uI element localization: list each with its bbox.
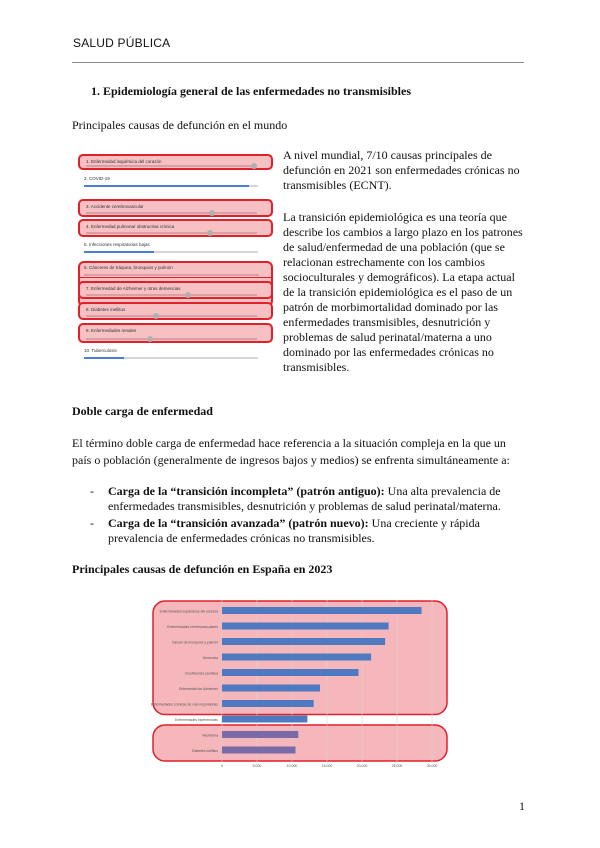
figure-item-1: 1. Enfermedad isquémica del corazón xyxy=(78,154,273,170)
x-tick-label: 25.000 xyxy=(391,764,403,768)
bar xyxy=(222,685,320,692)
category-label: Enfermedades cerebrovasculares xyxy=(167,625,218,629)
category-label: Demencia xyxy=(202,656,218,660)
figure-item-5: 5. Infecciones respiratorias bajas xyxy=(82,241,262,255)
header-title: SALUD PÚBLICA xyxy=(73,36,171,50)
category-label: Insuficiencia cardíaca xyxy=(185,671,218,676)
category-label: Diabetes mellitus xyxy=(192,749,218,753)
figure-item-9: 9. Enfermedades renales xyxy=(78,323,273,343)
figure-item-8: 8. Diabetes mellitus xyxy=(78,302,273,320)
x-tick-label: 0 xyxy=(221,764,223,768)
figure-item-10: 10. Tuberculosis xyxy=(82,347,262,361)
bar xyxy=(222,747,296,754)
bullet-1-bold: Carga de la “transición incompleta” (patrón antiguo): xyxy=(108,484,385,498)
section2-intro: El término doble carga de enfermedad hace referencia a la situación compleja en la que un país o población (generalmente de ingresos bajos y medios) se enfrenta simultáneamente a: xyxy=(72,436,510,467)
x-tick-label: 30.000 xyxy=(426,764,438,768)
bar xyxy=(222,700,314,707)
figure-item-3: 3. Accidente cerebrovascular xyxy=(78,199,273,217)
section1-subtitle: Principales causas de defunción en el mundo xyxy=(72,118,288,132)
x-tick-label: 20.000 xyxy=(356,764,368,768)
bar xyxy=(222,607,422,614)
x-tick-label: 10.000 xyxy=(286,764,298,768)
bar xyxy=(222,716,307,723)
bullet-2-text: Una creciente y rápida prevalencia de enfermedades crónicas no transmisibles. xyxy=(108,516,480,545)
bullet-1-text: Una alta prevalencia de enfermedades transmisibles, desnutrición y problemas de salud perinatal/materna. xyxy=(108,484,501,513)
section1-heading: 1. Epidemiología general de las enfermedades no transmisibles xyxy=(91,84,411,98)
bullet-2-dash: - xyxy=(90,516,94,530)
category-label: Neumonía xyxy=(202,733,218,738)
category-label: Enfermedades isquémicas del corazón xyxy=(159,609,218,614)
figure-item-6: 6. Cánceres de tráquea, bronquios y pulmón xyxy=(78,262,273,278)
chart-svg xyxy=(152,592,448,770)
category-label: Enfermedades crónicas de vías respiratorias xyxy=(150,702,218,707)
highlight-group-2 xyxy=(153,725,447,761)
bullet-1-dash: - xyxy=(90,484,94,498)
bar xyxy=(222,654,371,661)
section3-heading: Principales causas de defunción en España en 2023 xyxy=(72,562,333,576)
x-tick-label: 15.000 xyxy=(321,764,333,768)
bar xyxy=(222,731,298,738)
figure-item-7: 7. Enfermedad de Alzheimer y otras demencias xyxy=(78,281,273,299)
category-label: Enfermedad de Alzheimer xyxy=(178,687,218,691)
spain-causes-chart xyxy=(152,592,448,770)
page-number: 1 xyxy=(519,799,525,813)
world-causes-figure xyxy=(78,151,273,366)
section2-heading: Doble carga de enfermedad xyxy=(72,404,213,418)
right-paragraph-2: La transición epidemiológica es una teoría que describe los cambios a largo plazo en los patrones de salud/enfermedad de una población (que se relacionan estrechamente con los cambios socioculturales y demográficos). La etapa actual de la transición epidemiológica es el paso de un patrón de morbimortalidad dominado por las enfermedades transmisibles, desnutrición y problemas de salud perinatal/materna a uno dominado por las enfermedades crónicas no transmisibles. xyxy=(283,210,523,374)
bullet-2 xyxy=(108,516,528,546)
bar xyxy=(222,623,389,630)
bar xyxy=(222,638,385,645)
category-label: Enfermedades hipertensivas xyxy=(175,718,218,722)
right-paragraph-1: A nivel mundial, 7/10 causas principales de defunción en 2021 son enfermedades crónicas no transmisibles (ECNT). xyxy=(283,148,520,192)
bar xyxy=(222,669,359,676)
category-label: Cáncer de bronquios y pulmón xyxy=(171,640,218,645)
bullet-1 xyxy=(108,484,528,514)
x-tick-label: 5.000 xyxy=(252,764,262,768)
figure-item-2: 2. COVID-19 xyxy=(82,175,262,189)
header-rule xyxy=(72,62,524,63)
figure-item-4: 4. Enfermedad pulmonar obstructiva crónica xyxy=(78,219,273,237)
bullet-2-bold: Carga de la “transición avanzada” (patrón nuevo): xyxy=(108,516,369,530)
